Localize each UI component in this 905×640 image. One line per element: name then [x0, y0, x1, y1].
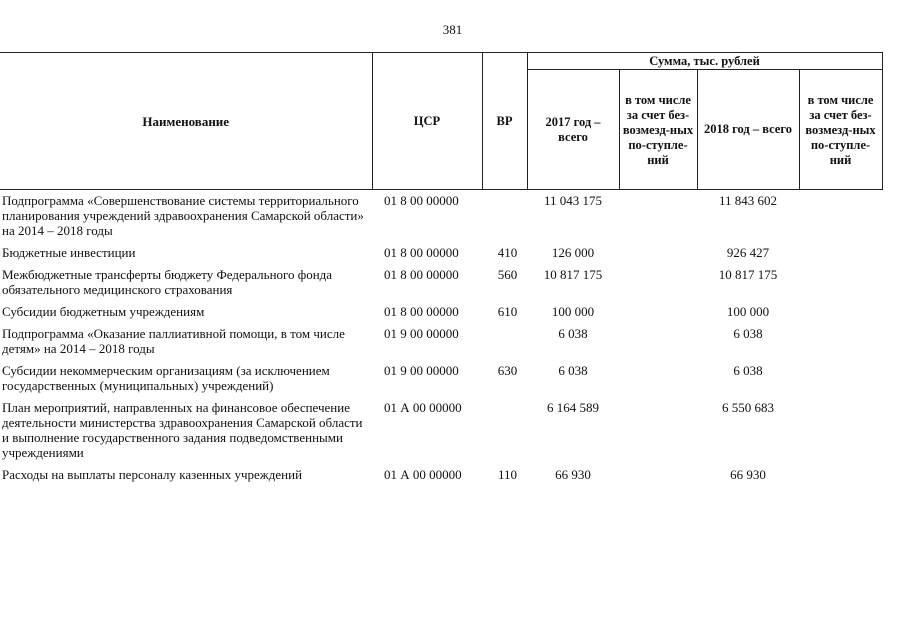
row-2017-total: 6 038	[558, 363, 588, 378]
row-2018-incl	[799, 400, 882, 467]
row-2018-incl	[799, 245, 882, 267]
row-2017-total: 11 043 175	[543, 193, 603, 208]
row-csr: 01 8 00 00000	[384, 245, 459, 260]
row-2017-incl	[619, 304, 697, 326]
page-number: 381	[442, 22, 463, 37]
row-csr: 01 А 00 00000	[384, 467, 462, 482]
row-2018-incl	[799, 363, 882, 400]
row-name: Субсидии некоммерческим организациям (за исключением государственных (муниципальных) учреждений)	[2, 363, 330, 393]
row-2017-incl	[619, 363, 697, 400]
header-name: Наименование	[0, 53, 372, 190]
row-2018-incl	[799, 326, 882, 363]
row-name: Межбюджетные трансферты бюджету Федерального фонда обязательного медицинского страхования	[2, 267, 333, 297]
row-2018-incl	[799, 467, 882, 489]
row-vr: 560	[497, 267, 518, 282]
row-csr: 01 8 00 00000	[384, 304, 459, 319]
row-2017-total: 100 000	[551, 304, 595, 319]
table-row	[0, 363, 882, 400]
header-csr: ЦСР	[372, 53, 482, 190]
table-body	[0, 190, 882, 490]
table-row	[0, 400, 882, 467]
row-2018-total: 6 550 683	[722, 400, 774, 415]
row-2017-incl	[619, 326, 697, 363]
table-row	[0, 467, 882, 489]
row-2018-total: 6 038	[733, 326, 763, 341]
row-csr: 01 А 00 00000	[384, 400, 462, 415]
row-2017-total: 126 000	[551, 245, 595, 260]
row-csr: 01 8 00 00000	[384, 193, 459, 208]
row-vr: 410	[497, 245, 518, 260]
row-csr: 01 8 00 00000	[384, 267, 459, 282]
row-vr	[482, 400, 527, 467]
header-2017-incl: в том числе за счет без-возмезд-ных по-ступле-ний	[619, 70, 697, 190]
row-2017-total: 6 038	[558, 326, 588, 341]
row-name: Расходы на выплаты персоналу казенных учреждений	[2, 467, 303, 482]
row-2017-incl	[619, 190, 697, 246]
row-csr: 01 9 00 00000	[384, 363, 459, 378]
table-row	[0, 267, 882, 304]
row-2018-incl	[799, 267, 882, 304]
row-vr	[482, 326, 527, 363]
header-2018-total: 2018 год – всего	[697, 70, 799, 190]
table-row	[0, 326, 882, 363]
row-vr: 610	[497, 304, 518, 319]
row-2018-total: 10 817 175	[718, 267, 778, 282]
row-name: План мероприятий, направленных на финансовое обеспечение деятельности министерства здравоохранения Самарской области и выполнение государственного задания подведомственными учреждениями	[2, 400, 363, 460]
row-name: Подпрограмма «Совершенствование системы территориального планирования учреждений здравоохранения Самарской области» на 2014 – 2018 годы	[2, 193, 364, 238]
row-vr	[482, 190, 527, 246]
row-csr: 01 9 00 00000	[384, 326, 459, 341]
row-2018-total: 6 038	[733, 363, 763, 378]
row-vr: 630	[497, 363, 518, 378]
row-2017-incl	[619, 245, 697, 267]
row-2018-incl	[799, 190, 882, 246]
row-2018-total: 11 843 602	[718, 193, 778, 208]
row-vr: 110	[497, 467, 518, 482]
header-2018-incl: в том числе за счет без-возмезд-ных по-ступле-ний	[799, 70, 882, 190]
header-vr: ВР	[482, 53, 527, 190]
header-sum-group: Сумма, тыс. рублей	[527, 53, 882, 70]
row-2018-total: 100 000	[726, 304, 770, 319]
header-2017-total: 2017 год – всего	[527, 70, 619, 190]
row-2017-total: 10 817 175	[543, 267, 603, 282]
row-name: Подпрограмма «Оказание паллиативной помощи, в том числе детям» на 2014 – 2018 годы	[2, 326, 345, 356]
table-header	[0, 53, 882, 190]
row-name: Субсидии бюджетным учреждениям	[2, 304, 205, 319]
row-2017-total: 66 930	[555, 467, 591, 482]
table-row	[0, 245, 882, 267]
row-2017-incl	[619, 267, 697, 304]
row-2018-total: 926 427	[726, 245, 770, 260]
budget-table	[0, 52, 883, 489]
row-2018-incl	[799, 304, 882, 326]
table-row	[0, 304, 882, 326]
row-2017-incl	[619, 467, 697, 489]
row-2018-total: 66 930	[730, 467, 766, 482]
table-row	[0, 190, 882, 246]
row-2017-incl	[619, 400, 697, 467]
row-2017-total: 6 164 589	[547, 400, 599, 415]
row-name: Бюджетные инвестиции	[2, 245, 136, 260]
